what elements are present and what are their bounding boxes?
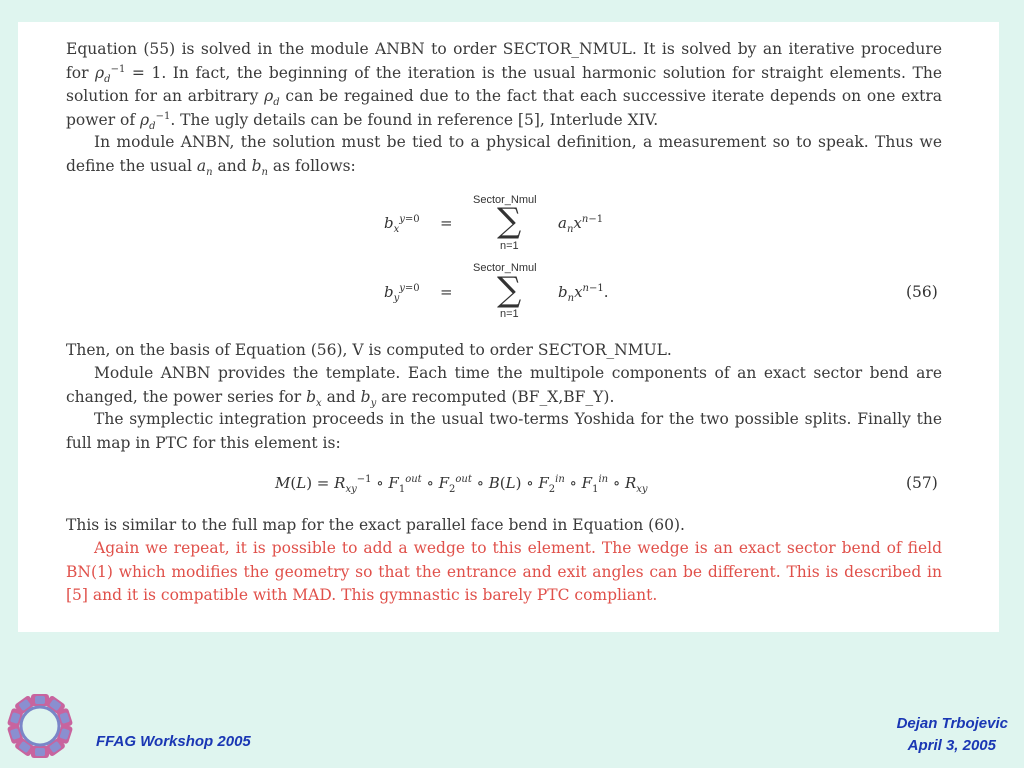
footer-logo bbox=[2, 688, 78, 764]
paragraph-7-text: Again we repeat, it is possible to add a wedge to this element. The wedge is an exact sector bend of field BN(1) which modifies the geometry so that the entrance and exit angles can be different. This is described in [5] and it is compatible with MAD. This gymnastic is barely PTC compliant. bbox=[66, 539, 942, 604]
eq57-number: (57) bbox=[906, 474, 938, 492]
footer-date: April 3, 2005 bbox=[907, 737, 996, 754]
ring-of-magnets-logo bbox=[2, 688, 78, 764]
eq56-number: (56) bbox=[906, 283, 938, 301]
paragraph-2 bbox=[66, 131, 942, 178]
paragraph-4-text: Module ANBN provides the template. Each time the multipole components of an exact sector bend are changed, the power series for $b_x$ and $b_y$ are recomputed (BF_X,BF_Y). bbox=[66, 364, 942, 409]
eq56-equals-1: = bbox=[440, 214, 453, 232]
paragraph-3-text: Then, on the basis of Equation (56), V is computed to order SECTOR_NMUL. bbox=[66, 341, 672, 359]
paragraph-4 bbox=[66, 362, 942, 409]
eq56-sum-sign-1: ∑ bbox=[497, 201, 522, 241]
paragraph-7-highlight bbox=[66, 537, 942, 608]
eq56-upper-limit-2: Sector_Nmul bbox=[473, 262, 537, 274]
footer-author: Dejan Trbojevic bbox=[896, 715, 1008, 732]
paragraph-6-text: This is similar to the full map for the exact parallel face bend in Equation (60). bbox=[66, 516, 685, 534]
paragraph-3 bbox=[66, 339, 942, 363]
eq56-lhs-1: $b_x^{y=0}$ bbox=[384, 214, 420, 235]
footer-event: FFAG Workshop 2005 bbox=[96, 733, 251, 750]
paragraph-2-text: In module ANBN, the solution must be tied to a physical definition, a measurement so to speak. Thus we define the usual $a_n$ and $b_n$ as follows: bbox=[66, 133, 942, 178]
eq56-sum-sign-2: ∑ bbox=[497, 270, 522, 310]
paragraph-1-text: Equation (55) is solved in the module ANBN to order SECTOR_NMUL. It is solved by an iterative procedure for $\rho_d^{-1} = 1$. In fact, the beginning of the iteration is the usual harmonic solution for straight elements. The solution for an arbitrary $\rho_d$ can be regained due to the fact that each successive iterate depends on one extra power of $\rho_d^{-1}$. The ugly details can be found in reference [5], Interlude XIV. bbox=[66, 40, 942, 132]
paragraph-5-text: The symplectic integration proceeds in the usual two-terms Yoshida for the two possible splits. Finally the full map in PTC for this element is: bbox=[66, 410, 942, 452]
eq56-upper-limit-1: Sector_Nmul bbox=[473, 194, 537, 206]
eq56-rhs-1: $a_nx^{n-1}$ bbox=[558, 214, 604, 235]
eq56-lower-limit-2: n=1 bbox=[500, 308, 519, 320]
eq56-rhs-2: $b_nx^{n-1}$. bbox=[558, 283, 609, 304]
paragraph-1 bbox=[66, 38, 942, 132]
paragraph-5 bbox=[66, 408, 942, 455]
eq56-lower-limit-1: n=1 bbox=[500, 240, 519, 252]
eq57-expression: $M(L) = R_{xy}^{-1}$ ∘ $F_1^{out}$ ∘ $F_2^{out}$ ∘ B(L) ∘ $F_2^{in}$ ∘ $F_1^{in}$ ∘ $R_{xy}$ bbox=[275, 474, 648, 495]
eq56-lhs-2: $b_y^{y=0}$ bbox=[384, 283, 420, 304]
paragraph-6 bbox=[66, 514, 942, 538]
eq56-equals-2: = bbox=[440, 283, 453, 301]
